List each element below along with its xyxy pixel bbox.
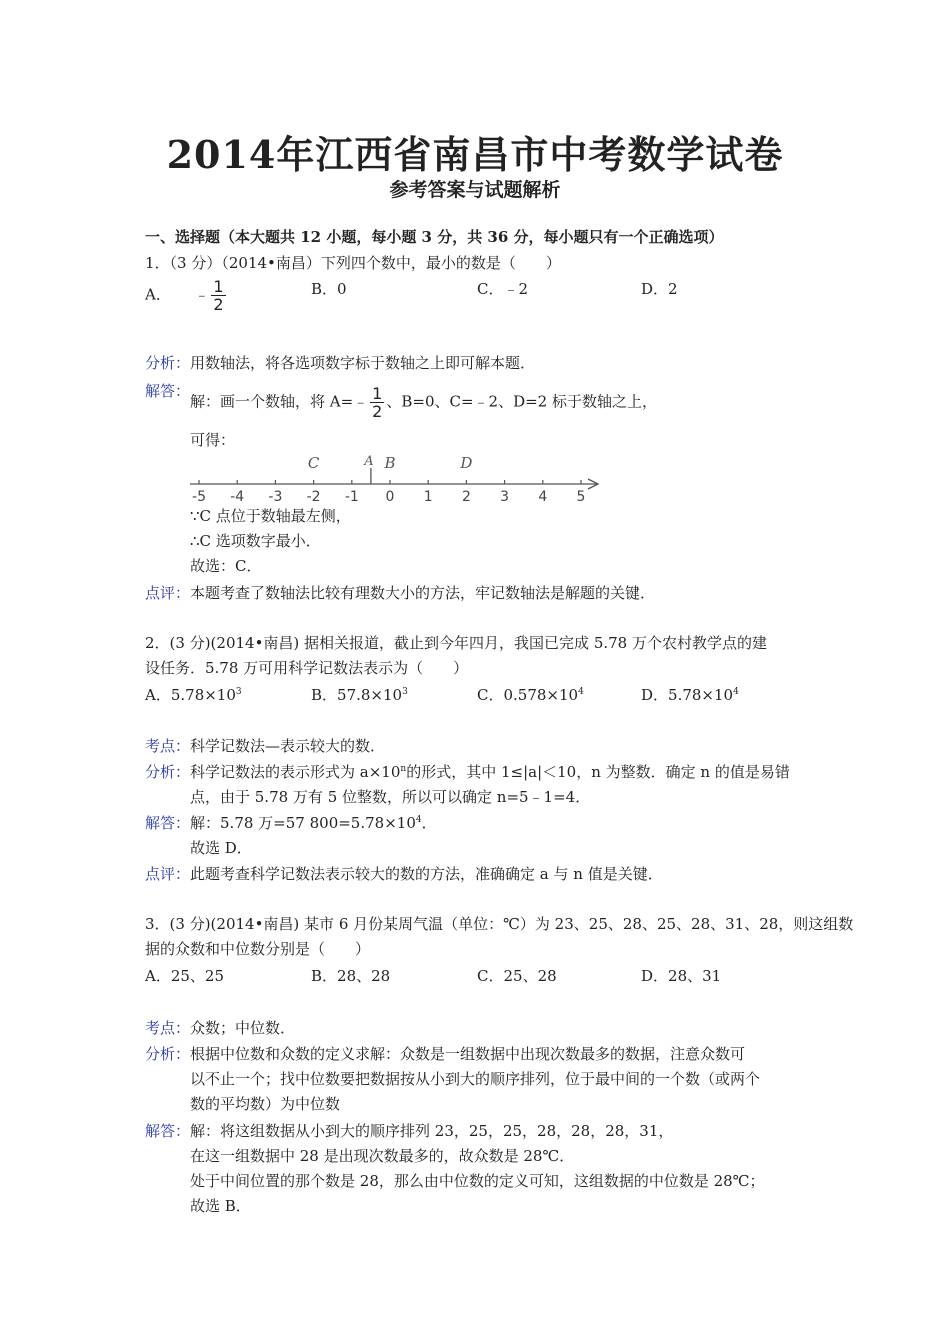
q3-solution-line1 <box>145 1120 673 1142</box>
q2-option-c <box>477 684 584 706</box>
number-line-tick-label: 1 <box>423 489 433 505</box>
q3-analysis-line1 <box>145 1043 745 1065</box>
label-solution: 解答： <box>145 814 191 832</box>
q3-solution-line3: 处于中间位置的那个数是 28，那么由中位数的定义可知，这组数据的中位数是 28℃； <box>190 1172 765 1190</box>
number-line-points <box>308 454 473 484</box>
number-line-tick-label: -3 <box>268 489 283 505</box>
number-line-point-label: C <box>307 454 320 472</box>
q1-solution-line5: 故选：C． <box>190 557 262 575</box>
q1-solution-line3: ∵C 点位于数轴最左侧， <box>190 507 351 525</box>
q3-solution-text: 解：将这组数据从小到大的顺序排列 23，25，25，28，28，28，31， <box>190 1122 674 1140</box>
fraction-denominator: 2 <box>213 295 224 314</box>
q1-option-d: D．2 <box>641 280 678 298</box>
label-comment: 点评： <box>145 584 191 602</box>
exponent: 4 <box>733 687 739 697</box>
q2-solution-end: ． <box>421 814 437 832</box>
q2-option-b <box>311 684 408 706</box>
q2-option-d-text: D．5.78×10 <box>641 686 734 704</box>
label-solution: 解答： <box>145 382 191 400</box>
q3-analysis-text: 根据中位数和众数的定义求解：众数是一组数据中出现次数最多的数据，注意众数可 <box>190 1045 746 1063</box>
q3-keypoint-text: 众数；中位数． <box>190 1019 296 1037</box>
q1-stem: 1．（3 分）（2014•南昌）下列四个数中，最小的数是（ ） <box>145 254 561 272</box>
q2-analysis-line2: 点，由于 5.78 万有 5 位整数，所以可以确定 n=5﹣1=4． <box>190 788 591 806</box>
section-heading: 一、选择题（本大题共 12 小题，每小题 3 分，共 36 分，每小题只有一个正确选项） <box>145 228 724 246</box>
fraction-numerator: 1 <box>213 277 224 296</box>
q3-analysis-line2: 以不止一个；找中位数要把数据按从小到大的顺序排列，位于最中间的一个数（或两个 <box>190 1070 761 1088</box>
q3-option-c: C．25、28 <box>477 967 557 985</box>
q1-option-b: B．0 <box>311 280 347 298</box>
q2-solution-line1 <box>145 812 437 834</box>
q2-option-a-text: A．5.78×10 <box>145 686 236 704</box>
q2-analysis-text-a: 科学记数法的表示形式为 a×10 <box>190 763 401 781</box>
exponent: 4 <box>415 815 422 825</box>
q2-keypoint-text: 科学记数法—表示较大的数． <box>190 737 386 755</box>
q1-comment <box>145 582 655 604</box>
number-line-tick-label: -4 <box>230 489 245 505</box>
number-line-point-label: A <box>364 454 374 469</box>
fraction-numerator: 1 <box>372 384 383 403</box>
q2-analysis-text-b: 的形式，其中 1≤|a|＜10，n 为整数．确定 n 的值是易错 <box>406 763 790 781</box>
q2-option-c-text: C．0.578×10 <box>477 686 579 704</box>
q1-option-a-sign: ﹣ <box>194 285 210 304</box>
exponent: 3 <box>402 687 408 697</box>
q2-stem-line1: 2．(3 分)(2014•南昌) 据相关报道，截止到今年四月，我国已完成 5.78 万个农村教学点的建 <box>145 634 767 652</box>
number-line-tick-label: 5 <box>576 489 586 505</box>
q1-option-a-fraction <box>211 278 225 313</box>
label-keypoint: 考点： <box>145 737 191 755</box>
page-subtitle: 参考答案与试题解析 <box>389 179 561 201</box>
number-line-tick-label: -1 <box>344 489 359 505</box>
q3-option-b: B．28、28 <box>311 967 391 985</box>
label-analysis: 分析： <box>145 354 191 372</box>
q1-option-c: C．﹣2 <box>477 280 529 298</box>
q1-analysis-text: 用数轴法，将各选项数字标于数轴之上即可解本题． <box>190 354 536 372</box>
q1-solution-prefix: 解：画一个数轴，将 A=﹣ <box>190 392 369 411</box>
q1-solution-line4: ∴C 选项数字最小． <box>190 532 321 550</box>
number-line-figure <box>185 450 605 510</box>
q3-stem-line1: 3．(3 分)(2014•南昌) 某市 6 月份某周气温（单位：℃）为 23、25、28、25、28、31、28，则这组数 <box>145 915 854 933</box>
q3-solution-line2: 在这一组数据中 28 是出现次数最多的，故众数是 28℃． <box>190 1147 575 1165</box>
q1-analysis <box>145 352 535 374</box>
number-line-tick-label: -2 <box>306 489 321 505</box>
q2-solution-text: 解：5.78 万=57 800=5.78×10 <box>190 814 416 832</box>
label-analysis: 分析： <box>145 1045 191 1063</box>
q3-analysis-line3: 数的平均数）为中位数 <box>190 1095 341 1113</box>
page-title: 2014年江西省南昌市中考数学试卷 <box>166 132 784 177</box>
q2-option-b-text: B．57.8×10 <box>311 686 403 704</box>
q1-comment-text: 本题考查了数轴法比较有理数大小的方法，牢记数轴法是解题的关键． <box>190 584 656 602</box>
fraction-denominator: 2 <box>372 402 383 421</box>
q2-option-d <box>641 684 739 706</box>
label-comment: 点评： <box>145 865 191 883</box>
q3-stem-line2: 据的众数和中位数分别是（ ） <box>145 940 371 958</box>
q3-solution-line4: 故选 B． <box>190 1197 251 1215</box>
q2-solution-line2: 故选 D． <box>190 839 252 857</box>
q2-comment-text: 此题考查科学记数法表示较大的数的方法，准确确定 a 与 n 值是关键． <box>190 865 663 883</box>
q3-keypoint <box>145 1017 295 1039</box>
q1-solution-suffix: 、B=0、C=﹣2、D=2 标于数轴之上， <box>386 392 657 411</box>
label-keypoint: 考点： <box>145 1019 191 1037</box>
exponent: 4 <box>578 687 584 697</box>
number-line-point-label: B <box>384 454 396 472</box>
q2-comment <box>145 863 663 885</box>
q1-solution-line1 <box>190 385 657 420</box>
exponent: n <box>400 764 407 774</box>
exponent: 3 <box>235 687 242 697</box>
label-solution: 解答： <box>145 1122 191 1140</box>
q2-stem-line2: 设任务．5.78 万可用科学记数法表示为（ ） <box>145 659 469 677</box>
number-line-tick-label: 2 <box>461 489 471 505</box>
q1-solution-line2: 可得： <box>190 431 236 449</box>
q2-option-a <box>145 684 242 706</box>
label-analysis: 分析： <box>145 763 191 781</box>
q1-option-a-label: A． <box>145 285 171 304</box>
q1-solution-fraction <box>370 385 384 420</box>
number-line-tick-label: 3 <box>500 489 510 505</box>
number-line-tick-label: 4 <box>538 489 548 505</box>
number-line-tick-label: -5 <box>192 489 206 505</box>
q1-option-a <box>145 278 228 313</box>
number-line-point-label: D <box>460 454 473 472</box>
q2-keypoint <box>145 735 385 757</box>
q3-option-a: A．25、25 <box>145 967 225 985</box>
q3-option-d: D．28、31 <box>641 967 722 985</box>
number-line-tick-label: 0 <box>385 489 395 505</box>
q2-analysis-line1 <box>145 761 790 783</box>
